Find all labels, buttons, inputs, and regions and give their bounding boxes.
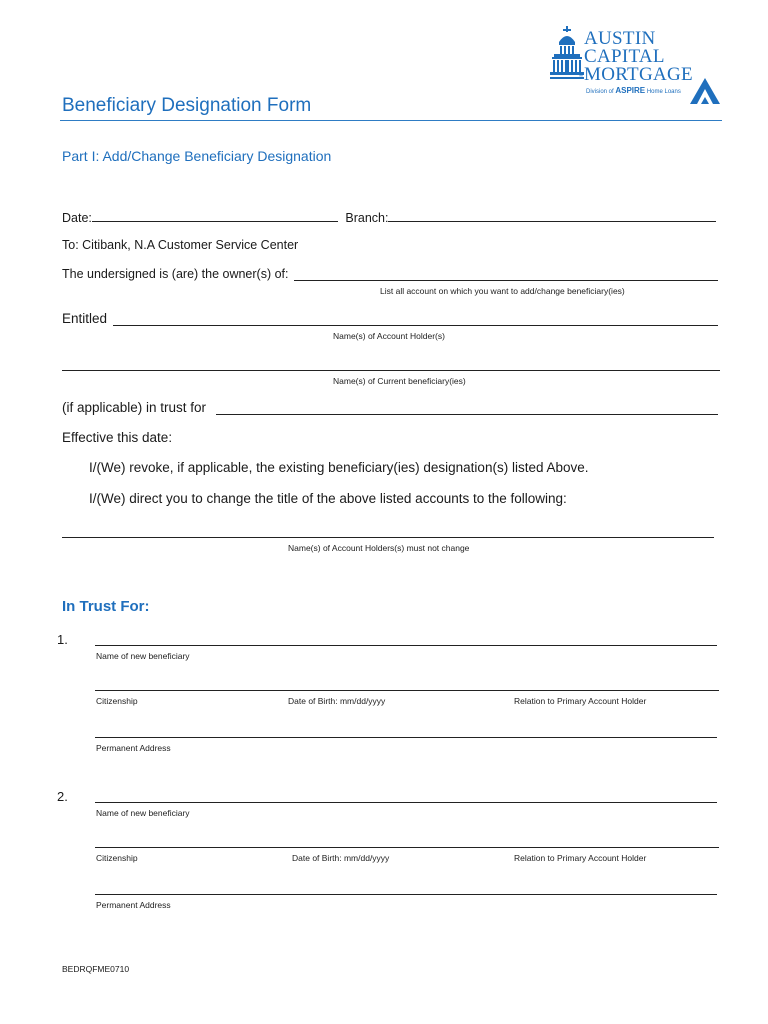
direct-text: I/(We) direct you to change the title of the above listed accounts to the following: [89, 491, 567, 506]
aspire-logo-icon [688, 76, 722, 106]
branch-label: Branch: [345, 211, 389, 225]
effective-label: Effective this date: [62, 430, 173, 445]
date-label: Date: [62, 211, 92, 225]
owner-row [62, 267, 289, 281]
division-brand: ASPIRE [615, 86, 646, 95]
beneficiary-address-field[interactable] [95, 894, 717, 895]
footer-code: BEDRQFME0710 [62, 964, 130, 974]
owner-label: The undersigned is (are) the owner(s) of: [62, 267, 289, 281]
owner-field[interactable] [294, 280, 718, 281]
beneficiary-name-field[interactable] [95, 645, 717, 646]
part-title: Part I: Add/Change Beneficiary Designation [62, 148, 332, 164]
trust-field[interactable] [216, 414, 718, 415]
beneficiary-number: 1. [57, 632, 68, 647]
in-trust-for-heading: In Trust For: [62, 598, 150, 615]
dob-caption: Date of Birth: mm/dd/yyyy [288, 696, 386, 706]
logo-line-1: AUSTIN [584, 28, 656, 49]
beneficiary-name-field[interactable] [95, 802, 717, 803]
address-caption: Permanent Address [96, 900, 171, 910]
trust-label: (if applicable) in trust for [62, 400, 207, 415]
name-caption: Name of new beneficiary [96, 651, 190, 661]
branch-field[interactable] [388, 209, 716, 222]
division-prefix: Division of [586, 89, 614, 95]
address-caption: Permanent Address [96, 743, 171, 753]
current-beneficiary-caption: Name(s) of Current beneficiary(ies) [333, 376, 466, 386]
logo-trademark: ™ [578, 74, 583, 80]
entitled-field[interactable] [113, 325, 718, 326]
holders-caption: Name(s) of Account Holders(s) must not change [288, 543, 470, 553]
relation-caption: Relation to Primary Account Holder [514, 853, 647, 863]
beneficiary-details-field[interactable] [95, 847, 719, 848]
logo-line-3: MORTGAGE [584, 64, 693, 85]
division-suffix: Home Loans [646, 89, 681, 95]
name-caption: Name of new beneficiary [96, 808, 190, 818]
citizenship-caption: Citizenship [96, 853, 138, 863]
date-field[interactable] [92, 209, 338, 222]
dob-caption: Date of Birth: mm/dd/yyyy [292, 853, 390, 863]
account-holder-caption: Name(s) of Account Holder(s) [333, 331, 445, 341]
beneficiary-number: 2. [57, 789, 68, 804]
to-line: To: Citibank, N.A Customer Service Center [62, 238, 299, 252]
current-beneficiary-field[interactable] [62, 370, 720, 371]
revoke-text: I/(We) revoke, if applicable, the existing beneficiary(ies) designation(s) listed Above. [89, 460, 589, 475]
relation-caption: Relation to Primary Account Holder [514, 696, 647, 706]
logo-division [586, 86, 681, 95]
beneficiary-address-field[interactable] [95, 737, 717, 738]
title-divider [60, 120, 722, 121]
holders-field[interactable] [62, 537, 714, 538]
entitled-label: Entitled [62, 311, 108, 326]
beneficiary-details-field[interactable] [95, 690, 719, 691]
company-logo [550, 24, 722, 108]
citizenship-caption: Citizenship [96, 696, 138, 706]
logo-line-2: CAPITAL [584, 46, 665, 67]
owner-caption: List all account on which you want to add/change beneficiary(ies) [380, 286, 625, 296]
form-title: Beneficiary Designation Form [62, 95, 312, 116]
date-row [62, 209, 716, 225]
